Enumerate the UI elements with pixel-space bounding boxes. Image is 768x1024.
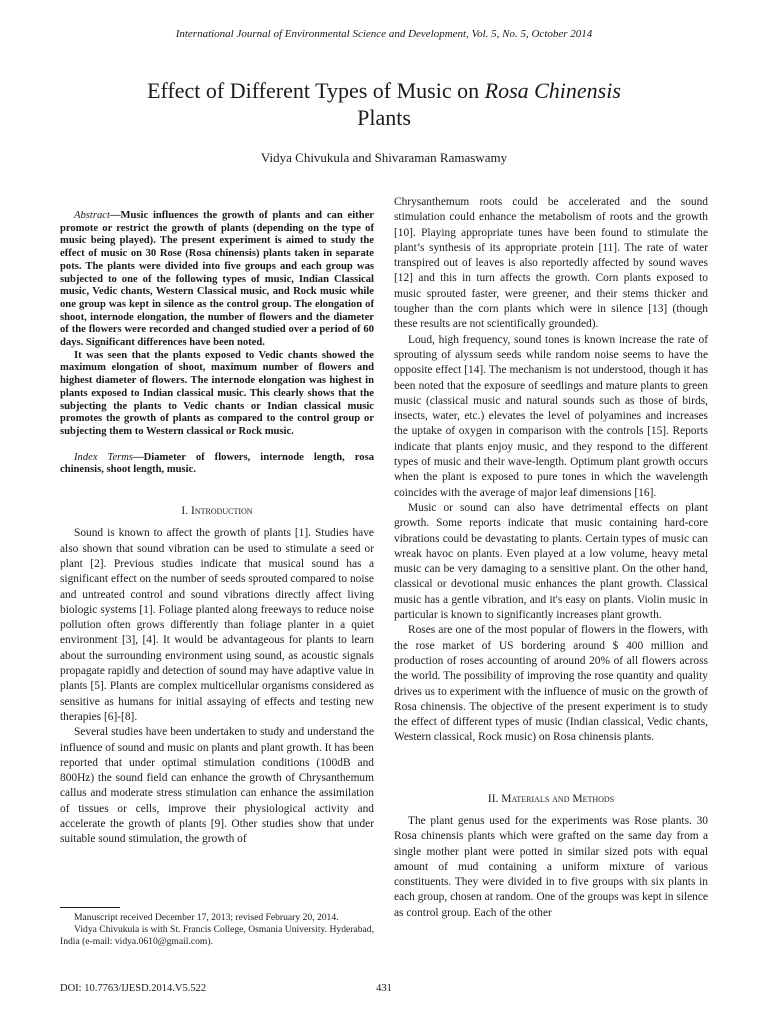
author-list: Vidya Chivukula and Shivaraman Ramaswamy: [260, 150, 508, 165]
section-heading-introduction: I. Introduction: [181, 505, 253, 518]
abstract: [60, 210, 374, 439]
intro-paragraph-5: Music or sound can also have detrimental effects on plant growth. Some reports indicate that music containing hard-core vibrations could be devastating to plants. Certain types of music can wreak havoc on plants. Even played at a low volume, heavy metal music can be very damaging to a sensitive plant. On the other hand, classical or devotional music enhances the plant growth. Classical music has a gentle vibration, and it's easy on plants. Violin music in particular is known to significantly increases plant growth.: [394, 501, 708, 622]
index-terms: [60, 452, 374, 477]
footnote: [60, 912, 374, 948]
footnote-received: Manuscript received December 17, 2013; revised February 20, 2014.: [74, 912, 339, 923]
footnote-affiliation: Vidya Chivukula is with St. Francis College, Osmania University. Hyderabad, India (e-mail: vidya.0610@gmail.com).: [60, 924, 374, 947]
left-column: [60, 210, 374, 848]
footnote-rule: [60, 907, 120, 908]
abstract-paragraph-1: [60, 210, 374, 350]
right-column: [394, 195, 708, 921]
intro-paragraph-4: Loud, high frequency, sound tones is known increase the rate of sprouting of alyssum seeds while random noise seems to have the opposite effect [14]. The mechanism is not understood, though it has been noted that the exposure of seedlings and mature plants to green music (classical music and natural sounds such as those of birds, insects, water, etc.) elevates the level of polyamines and increases the uptake of oxygen in comparison with the controls [15]. Reports indicate that plants enjoy music, and they respond to the different types of music and their wave-length. Optimum plant growth occurs when the plant is exposed to pure tones in which the wavelength coincides with the average of major leaf dimensions [16].: [394, 333, 708, 499]
abstract-label: Abstract: [74, 210, 110, 221]
index-terms-label: Index Terms: [74, 451, 134, 463]
intro-paragraph-6: Roses are one of the most popular of flowers in the flowers, with the rose market of US bordering around $ 400 million and production of roses accounting of around 20% of all flowers across the world. The possibility of improving the rose quantity and quality drives us to experiment with the influence of music on the growth of Rosa chinensis. The objective of the present experiment is to study the effect of different types of music (Indian classical, Vedic chants, Western classical, Rock music) on Rosa chinensis plants.: [394, 624, 708, 744]
title-part2: Plants: [357, 105, 411, 130]
doi-label: DOI: 10.7763/IJESD.2014.V5.522: [60, 983, 207, 994]
intro-paragraph-1: Sound is known to affect the growth of plants [1]. Studies have also shown that sound vibration can be used to stimulate a seed or plant [2]. Previous studies indicate that musical sound has a significant effect on the number of seeds sprouted compared to noise and untreated control and sound vibrations directly affect living biologic systems [1]. Foliage planted along freeways to reduce noise pollution often grows differently than foliage planter in a quiet environment [3], [4]. It would be advantageous for plants to learn about the surrounding environment using sound, as acoustic signals propagate rapidly and detection of sound may have adaptive value in plants [5]. Plants are complex multicellular organisms considered as sensitive as humans for initial assaying of effects and testing new therapies [6]-[8].: [60, 527, 374, 723]
title-species: Rosa Chinensis: [484, 78, 621, 103]
abstract-paragraph-2: It was seen that the plants exposed to Vedic chants showed the maximum elongation of shoot, maximum number of flowers and highest diameter of flowers. The internode elongation was highest in plants exposed to Indian classical music. This clearly shows that the subjecting the plants to Vedic chants or Indian classical music promotes the growth of plants as compared to the control group or subjecting them to Western classical or Rock music.: [60, 349, 374, 437]
abstract-text-1: —Music influences the growth of plants and can either promote or restrict the growth of plants (depending on the type of music being played). The present experiment is aimed to study the effect of music on 30 Rose (Rosa chinensis) plants taken in separate pots. The plants were divided into five groups and each group was subjected to one of the following types of music, Indian Classical music, Vedic chants, Western Classical music, and Rock music while one group was kept in silence as the control group. The elongation of shoot, internode elongation, the number of flowers and the diameter of the flowers were recorded and changed studied over a period of 60 days. Significant differences have been noted.: [60, 210, 374, 349]
page-number: 431: [376, 983, 392, 994]
index-terms-text: —Diameter of flowers, internode length, rosa chinensis, shoot length, music.: [60, 451, 374, 476]
journal-header: International Journal of Environmental Science and Development, Vol. 5, No. 5, October 2014: [175, 28, 593, 40]
paper-title: [60, 77, 708, 131]
section-heading-methods: II. Materials and Methods: [487, 792, 615, 805]
intro-paragraph-2: Several studies have been undertaken to study and understand the influence of sound and music on plants and plant growth. It has been reported that under optimal stimulation conditions (100dB and 800Hz) the sound field can enhance the growth of Chrysanthemum callus and moderate stress stimulation can enhance the assimilation of tissues or cells, improve their physiological activity and accelerate the growth of plants [9]. Other studies show that under suitable sound stimulation, the growth of: [60, 726, 374, 846]
methods-paragraph-1: The plant genus used for the experiments was Rose plants. 30 Rosa chinensis plants which were grafted on the same day from a single mother plant were potted in similar sized pots with equal amount of mud containing a uniform mixture of various constituents. They were divided in to five groups with six plants in each group, chosen at random. One of the groups was kept in silence as control group. Each of the other: [394, 814, 708, 919]
title-part1: Effect of Different Types of Music on: [147, 78, 485, 103]
intro-paragraph-3: Chrysanthemum roots could be accelerated and the sound stimulation could enhance the metabolism of roots and the growth [10]. Playing appropriate tunes have been found to stimulate the plant’s synthesis of its appropriate protein [11]. The rate of water transpired out of leaves is also reportedly affected by sound waves [12] and this in turn affects the growth. Corn plants exposed to music sprouted faster, were greener, and their stems thicker and tougher than the corn plants which were in silence [13] (though these results are not scientifically grounded).: [394, 196, 708, 331]
